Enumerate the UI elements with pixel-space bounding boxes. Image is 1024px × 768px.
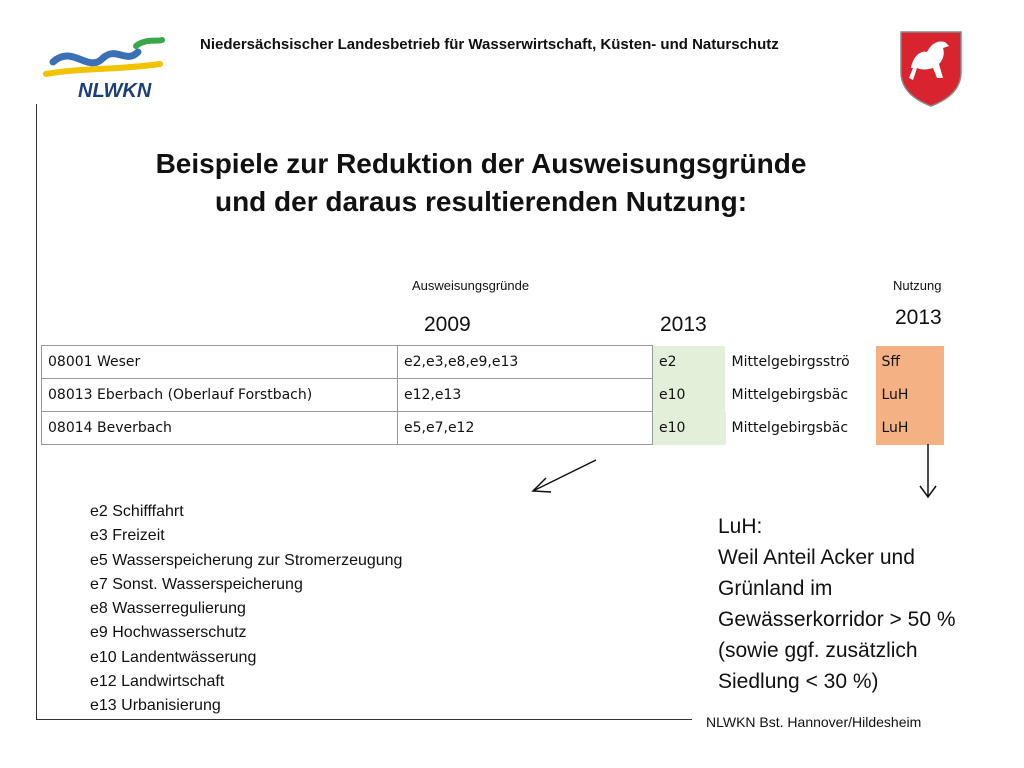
use-2013: LuH (876, 412, 944, 445)
legend-item: e8 Wasserregulierung (90, 600, 246, 618)
use-2013: Sff (876, 346, 944, 379)
water-body-name: 08014 Beverbach (42, 412, 398, 445)
logo-text: NLWKN (78, 80, 152, 102)
reasons-2013: e10 (653, 412, 726, 445)
legend-item: e2 Schifffahrt (90, 503, 184, 520)
table-row (42, 379, 944, 412)
water-body-type: Mittelgebirgsbäc (731, 387, 849, 403)
luh-line: Siedlung < 30 %) (718, 670, 879, 693)
arrow-to-luh-note-icon (920, 444, 936, 497)
legend-item: e7 Sonst. Wasserspeicherung (90, 575, 303, 593)
year-2013-use-label: 2013 (895, 306, 942, 329)
water-body-table (41, 345, 944, 445)
nutzung-label: Nutzung (893, 278, 942, 293)
organization-name: Niedersächsischer Landesbetrieb für Wasserwirtschaft, Küsten- und Naturschutz (200, 36, 779, 53)
legend-item: e3 Freizeit (90, 527, 165, 545)
water-body-name: 08001 Weser (42, 346, 398, 379)
use-2013: LuH (876, 379, 944, 412)
bottom-rule (36, 719, 692, 720)
reasons-2009: e5,e7,e12 (398, 412, 653, 445)
reasons-2013: e10 (653, 379, 726, 412)
table-row (42, 346, 944, 379)
luh-line: LuH: (718, 515, 763, 538)
reason-legend (90, 500, 402, 719)
reasons-2013: e2 (653, 346, 726, 379)
legend-item: e5 Wasserspeicherung zur Stromerzeugung (90, 551, 403, 569)
footer-text: NLWKN Bst. Hannover/Hildesheim (706, 714, 922, 730)
lower-saxony-crest-icon (897, 28, 965, 108)
arrow-to-legend-icon (533, 460, 596, 492)
reasons-2009: e2,e3,e8,e9,e13 (398, 346, 653, 379)
year-2013-reasons-label: 2013 (660, 313, 707, 336)
legend-item: e13 Urbanisierung (90, 697, 221, 715)
luh-line: Gewässerkorridor > 50 % (718, 608, 956, 631)
table-row (42, 412, 944, 445)
ausweisungsgruende-label: Ausweisungsgründe (412, 278, 530, 293)
title-line-2: und der daraus resultierenden Nutzung: (214, 186, 748, 217)
slide-title (0, 145, 962, 221)
luh-line: Grünland im (718, 577, 833, 600)
luh-line: (sowie ggf. zusätzlich (718, 639, 918, 662)
water-body-name: 08013 Eberbach (Oberlauf Forstbach) (42, 379, 398, 412)
water-body-type: Mittelgebirgsströ (731, 354, 850, 370)
legend-item: e12 Landwirtschaft (90, 673, 225, 691)
luh-line: Weil Anteil Acker und (718, 546, 915, 569)
legend-item: e10 Landentwässerung (90, 648, 257, 666)
reasons-2009: e12,e13 (398, 379, 653, 412)
water-body-type: Mittelgebirgsbäc (731, 420, 849, 436)
legend-item: e9 Hochwasserschutz (90, 624, 247, 642)
year-2009-label: 2009 (424, 313, 471, 336)
luh-explanation (718, 511, 956, 697)
title-line-1: Beispiele zur Reduktion der Ausweisungsgründe (155, 148, 807, 179)
